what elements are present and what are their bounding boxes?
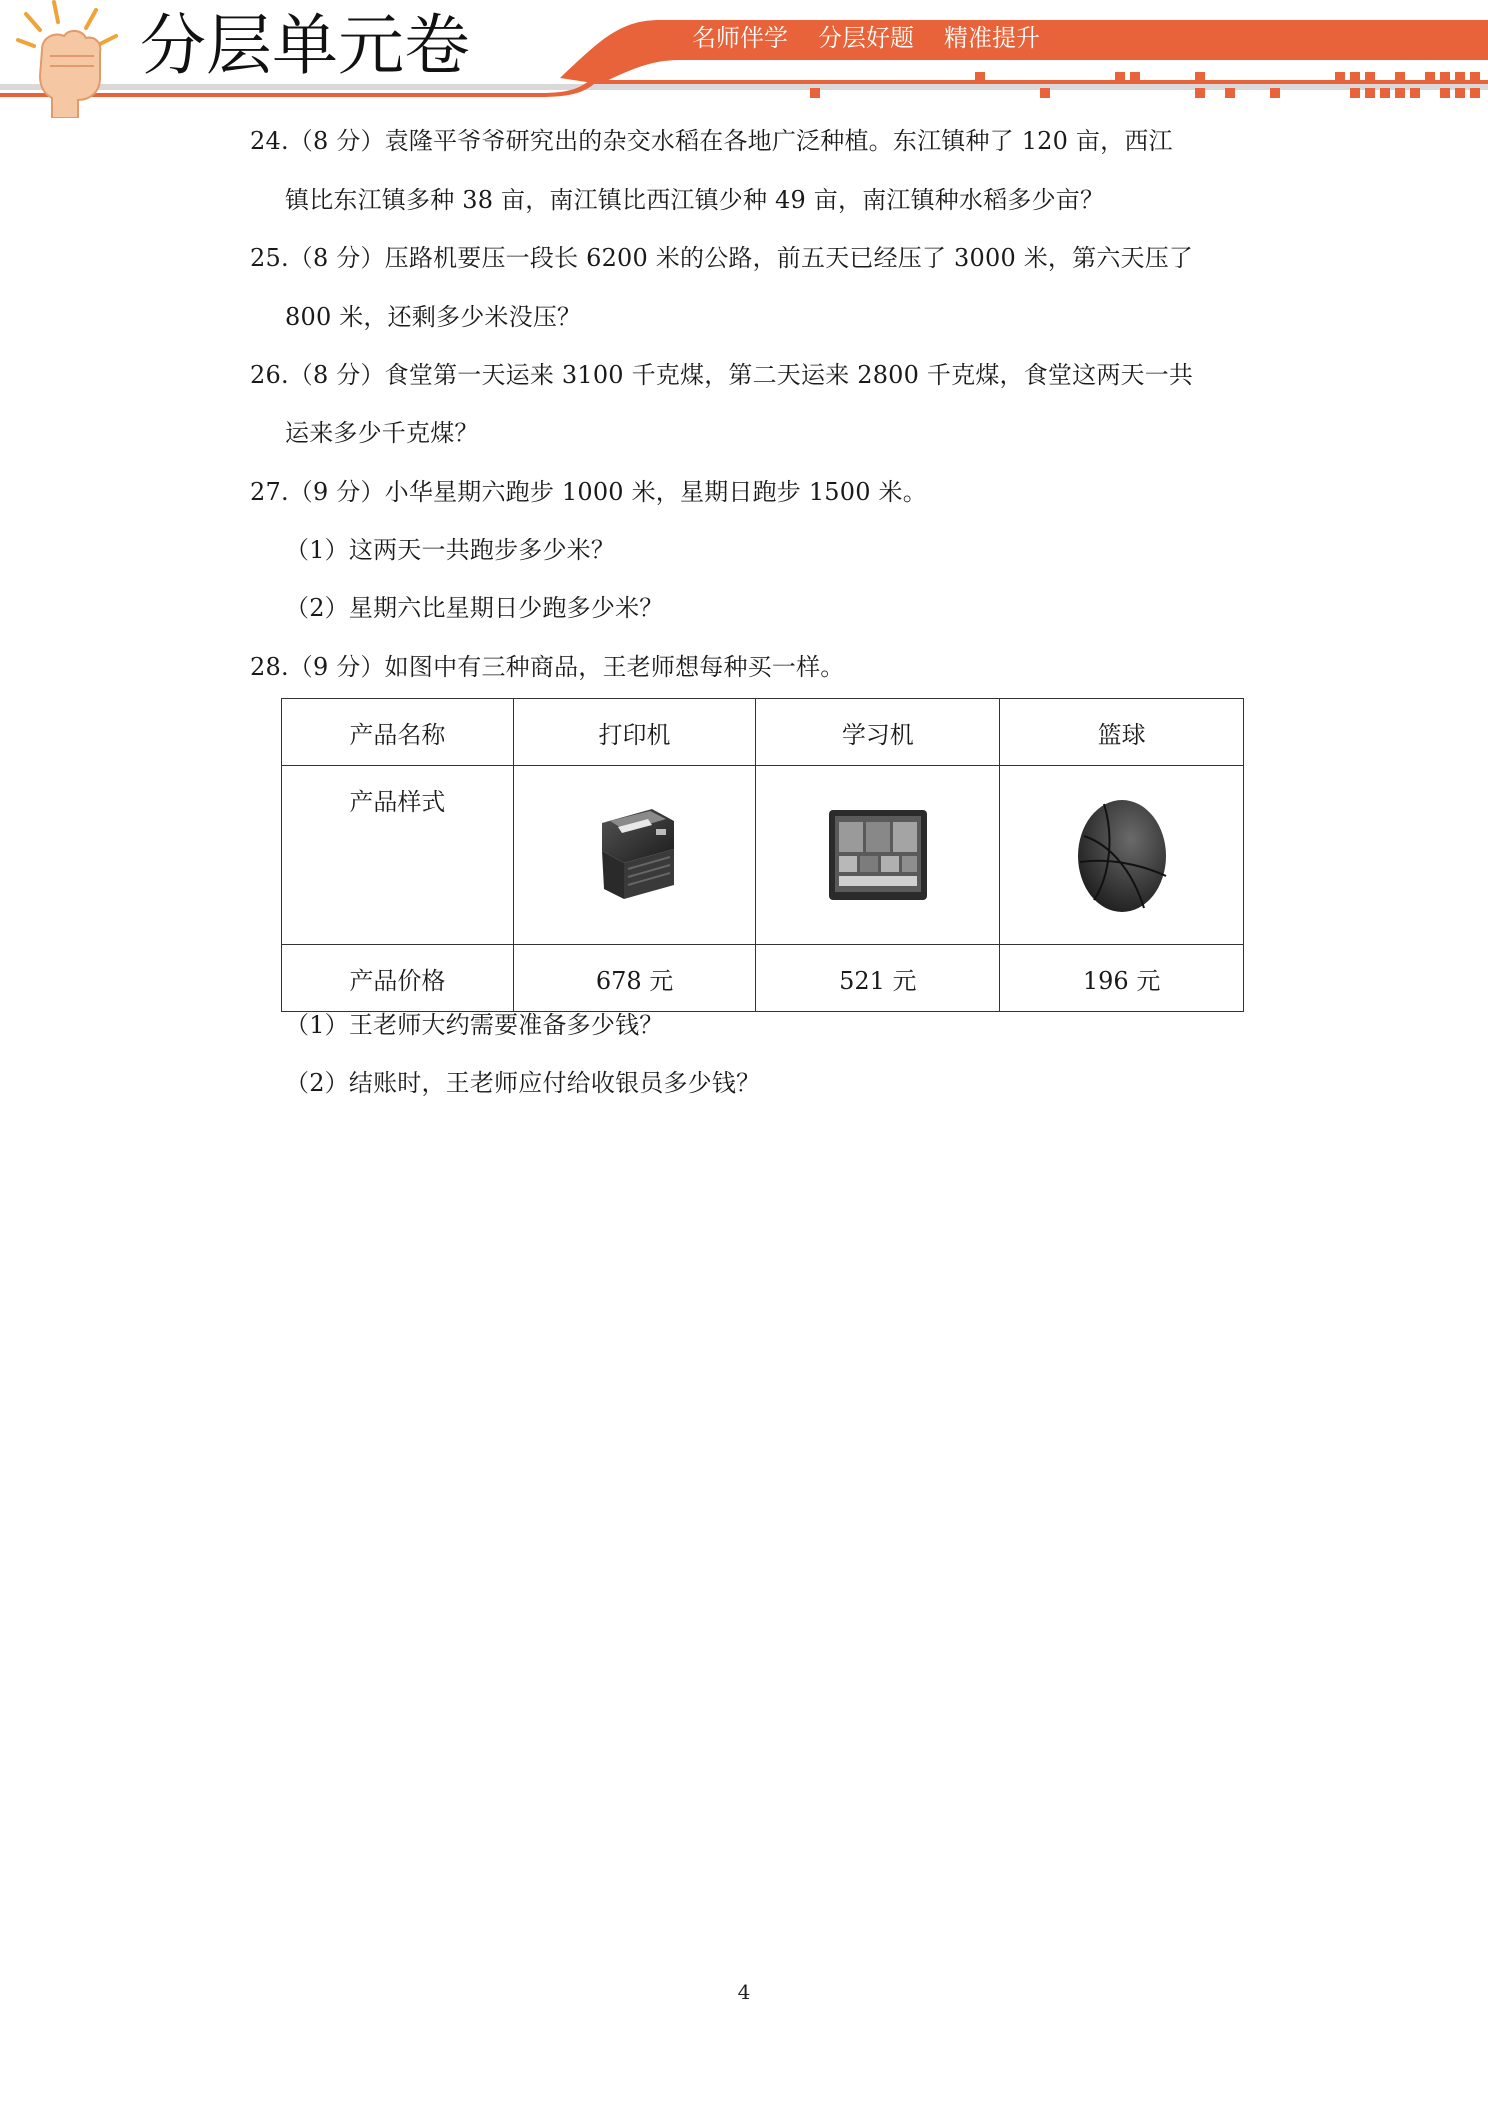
page-header (0, 0, 1488, 120)
question-27-sub-2: （2）星期六比星期日少跑多少米？ (285, 594, 664, 622)
question-24-line-2: 镇比东江镇多种 38 亩，南江镇比西江镇少种 49 亩，南江镇种水稻多少亩？ (285, 186, 1105, 214)
product-name-printer: 打印机 (513, 699, 756, 766)
question-28-sub-2: （2）结账时，王老师应付给收银员多少钱？ (285, 1069, 761, 1097)
slogan-text-1: 名师伴学 (692, 24, 788, 52)
table-header-cell: 产品样式 (282, 766, 514, 945)
table-row-names (282, 699, 1244, 766)
question-25-line-1: 25.（8 分）压路机要压一段长 6200 米的公路，前五天已经压了 3000 米，第六天压了 (250, 244, 1194, 272)
table-header-cell: 产品名称 (282, 699, 514, 766)
question-27-line-1: 27.（9 分）小华星期六跑步 1000 米，星期日跑步 1500 米。 (250, 478, 927, 506)
basketball-icon (1074, 796, 1170, 914)
question-28-line-1: 28.（9 分）如图中有三种商品，王老师想每种买一样。 (250, 653, 845, 681)
product-name-learning-machine: 学习机 (756, 699, 1000, 766)
brand-title: 分层单元卷 (140, 7, 470, 84)
question-27-sub-1: （1）这两天一共跑步多少米？ (285, 536, 616, 564)
question-25-line-2: 800 米，还剩多少米没压？ (285, 303, 582, 331)
product-price-basketball: 196 元 (1000, 945, 1244, 1012)
question-28-sub-1: （1）王老师大约需要准备多少钱？ (285, 1011, 664, 1039)
table-row-prices (282, 945, 1244, 1012)
slogan-text-2: 分层好题 (818, 24, 914, 52)
slogan-text-3: 精准提升 (944, 24, 1040, 52)
table-header-cell: 产品价格 (282, 945, 514, 1012)
product-name-basketball: 篮球 (1000, 699, 1244, 766)
product-image-cell (1000, 766, 1244, 945)
question-26-line-1: 26.（8 分）食堂第一天运来 3100 千克煤，第二天运来 2800 千克煤，食堂这两天一共 (250, 361, 1194, 389)
question-26-line-2: 运来多少千克煤？ (285, 419, 479, 447)
fist-logo-icon (8, 0, 128, 118)
product-price-learning-machine: 521 元 (756, 945, 1000, 1012)
product-image-cell (756, 766, 1000, 945)
question-24-line-1: 24.（8 分）袁隆平爷爷研究出的杂交水稻在各地广泛种植。东江镇种了 120 亩，西江 (250, 127, 1173, 155)
tablet-icon (827, 806, 929, 904)
table-row-styles (282, 766, 1244, 945)
page-number: 4 (737, 1980, 751, 2004)
product-price-printer: 678 元 (513, 945, 756, 1012)
product-image-cell (513, 766, 756, 945)
printer-icon (590, 803, 680, 907)
product-table (281, 698, 1244, 1012)
